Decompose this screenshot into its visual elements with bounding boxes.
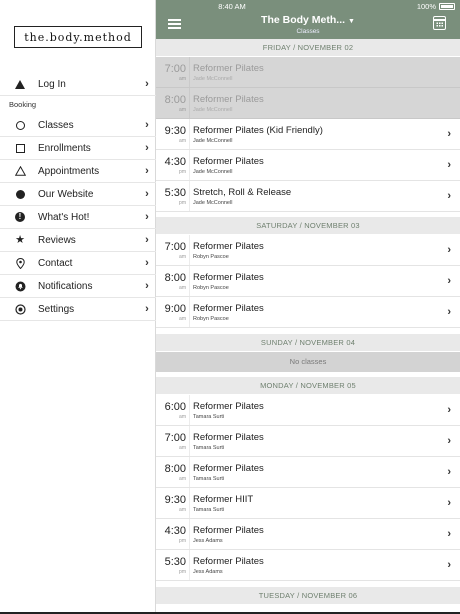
sidebar-item-label: Enrollments: [38, 142, 91, 154]
sidebar-item-label: Our Website: [38, 188, 94, 200]
class-row[interactable]: [156, 119, 460, 150]
header-title: The Body Meth...: [261, 14, 346, 26]
day-header-sunday: SUNDAY / NOVEMBER 04: [156, 334, 460, 351]
class-instructor: Tamara Surti: [193, 414, 225, 420]
chevron-right-icon: ›: [447, 190, 451, 202]
class-time: 8:00: [164, 94, 186, 106]
battery-percent: 100%: [416, 2, 436, 11]
chevron-right-icon: ›: [145, 142, 149, 154]
class-instructor: Jade McConnell: [193, 169, 233, 175]
alert-icon: !: [0, 212, 38, 222]
chevron-right-icon: ›: [145, 211, 149, 223]
class-instructor: Tamara Surti: [193, 507, 225, 513]
chevron-right-icon: ›: [447, 306, 451, 318]
bell-icon: [0, 281, 38, 292]
sidebar-item-label: What's Hot!: [38, 211, 90, 223]
class-row[interactable]: [156, 181, 460, 212]
caret-down-icon: ▼: [348, 18, 355, 25]
sidebar-item-label: Contact: [38, 257, 73, 269]
class-time: 5:30: [164, 187, 186, 199]
class-instructor: Jade McConnell: [193, 76, 233, 82]
class-row[interactable]: [156, 297, 460, 328]
class-ampm: am: [179, 414, 186, 420]
class-row[interactable]: [156, 150, 460, 181]
sidebar-item-contact[interactable]: [0, 252, 156, 275]
class-name: Reformer Pilates: [193, 94, 264, 105]
chevron-right-icon: ›: [447, 435, 451, 447]
class-name: Reformer HIIT: [193, 494, 254, 505]
class-row[interactable]: [156, 266, 460, 297]
class-name: Reformer Pilates (Kid Friendly): [193, 125, 323, 136]
chevron-right-icon: ›: [447, 528, 451, 540]
location-pin-icon: [0, 258, 38, 269]
class-name: Reformer Pilates: [193, 241, 264, 252]
class-time: 8:00: [164, 272, 186, 284]
battery-icon: [439, 3, 455, 10]
class-instructor: Tamara Surti: [193, 445, 225, 451]
no-classes-notice: No classes: [156, 352, 460, 372]
class-ampm: am: [179, 285, 186, 291]
sidebar: [0, 0, 156, 614]
class-time: 9:30: [164, 494, 186, 506]
hamburger-menu-icon[interactable]: [168, 19, 181, 29]
day-header-tuesday: TUESDAY / NOVEMBER 06: [156, 587, 460, 604]
chevron-right-icon: ›: [145, 119, 149, 131]
sidebar-item-label: Notifications: [38, 280, 93, 292]
class-instructor: Jade McConnell: [193, 107, 233, 113]
class-time: 4:30: [164, 525, 186, 537]
sidebar-item-label: Appointments: [38, 165, 100, 177]
brand-logo: [14, 26, 142, 48]
chevron-right-icon: ›: [145, 78, 149, 90]
class-ampm: am: [179, 107, 186, 113]
class-ampm: am: [179, 476, 186, 482]
class-instructor: Robyn Pascoe: [193, 285, 229, 291]
chevron-right-icon: ›: [145, 280, 149, 292]
class-name: Reformer Pilates: [193, 156, 264, 167]
sidebar-item-log-in[interactable]: [0, 73, 156, 96]
section-label-booking: Booking: [9, 100, 37, 109]
day-header-friday: FRIDAY / NOVEMBER 02: [156, 39, 460, 56]
chevron-right-icon: ›: [447, 404, 451, 416]
class-row[interactable]: [156, 550, 460, 581]
class-time: 9:30: [164, 125, 186, 137]
app-header: [156, 0, 460, 39]
globe-icon: [0, 190, 38, 199]
class-instructor: Jade McConnell: [193, 138, 233, 144]
class-ampm: am: [179, 254, 186, 260]
circle-icon: [0, 121, 38, 130]
class-ampm: am: [179, 138, 186, 144]
chevron-right-icon: ›: [145, 188, 149, 200]
class-row[interactable]: [156, 235, 460, 266]
sidebar-item-whats-hot[interactable]: [0, 206, 156, 229]
chevron-right-icon: ›: [447, 466, 451, 478]
sidebar-item-our-website[interactable]: [0, 183, 156, 206]
location-selector[interactable]: [216, 14, 400, 26]
class-name: Stretch, Roll & Release: [193, 187, 292, 198]
class-row[interactable]: [156, 395, 460, 426]
class-instructor: Tamara Surti: [193, 476, 225, 482]
sidebar-item-label: Log In: [38, 78, 66, 90]
classes-panel: [156, 0, 460, 614]
class-ampm: am: [179, 445, 186, 451]
class-time: 6:00: [164, 401, 186, 413]
class-row[interactable]: [156, 426, 460, 457]
class-name: Reformer Pilates: [193, 303, 264, 314]
class-time: 4:30: [164, 156, 186, 168]
class-row[interactable]: [156, 457, 460, 488]
class-time: 7:00: [164, 63, 186, 75]
sidebar-item-label: Settings: [38, 303, 75, 315]
class-row[interactable]: [156, 57, 460, 88]
class-time: 9:00: [164, 303, 186, 315]
class-name: Reformer Pilates: [193, 432, 264, 443]
class-time: 7:00: [164, 432, 186, 444]
chevron-right-icon: ›: [145, 165, 149, 177]
sidebar-item-label: Reviews: [38, 234, 76, 246]
class-time: 8:00: [164, 463, 186, 475]
class-name: Reformer Pilates: [193, 272, 264, 283]
chevron-right-icon: ›: [447, 244, 451, 256]
class-instructor: Jade McConnell: [193, 200, 233, 206]
status-time: 8:40 AM: [218, 2, 246, 11]
class-ampm: am: [179, 507, 186, 513]
class-ampm: am: [179, 76, 186, 82]
class-ampm: am: [179, 316, 186, 322]
chevron-right-icon: ›: [447, 559, 451, 571]
warning-icon: [0, 80, 38, 89]
sidebar-item-appointments[interactable]: [0, 160, 156, 183]
class-instructor: Jess Adams: [193, 538, 223, 544]
class-ampm: pm: [179, 200, 186, 206]
class-name: Reformer Pilates: [193, 63, 264, 74]
class-name: Reformer Pilates: [193, 556, 264, 567]
class-name: Reformer Pilates: [193, 401, 264, 412]
class-row[interactable]: [156, 488, 460, 519]
class-ampm: pm: [179, 538, 186, 544]
class-ampm: pm: [179, 169, 186, 175]
sidebar-item-classes[interactable]: [0, 114, 156, 137]
chevron-right-icon: ›: [145, 257, 149, 269]
class-instructor: Robyn Pascoe: [193, 316, 229, 322]
class-instructor: Jess Adams: [193, 569, 223, 575]
chevron-right-icon: ›: [145, 234, 149, 246]
class-instructor: Robyn Pascoe: [193, 254, 229, 260]
header-subtitle: Classes: [296, 28, 320, 35]
chevron-right-icon: ›: [447, 128, 451, 140]
class-time: 7:00: [164, 241, 186, 253]
chevron-right-icon: ›: [447, 275, 451, 287]
sidebar-item-notifications[interactable]: [0, 275, 156, 298]
class-row[interactable]: [156, 88, 460, 119]
day-header-saturday: SATURDAY / NOVEMBER 03: [156, 217, 460, 234]
class-row[interactable]: [156, 519, 460, 550]
chevron-right-icon: ›: [145, 303, 149, 315]
sidebar-item-reviews[interactable]: [0, 229, 156, 252]
sidebar-item-settings[interactable]: [0, 298, 156, 321]
class-ampm: pm: [179, 569, 186, 575]
class-name: Reformer Pilates: [193, 463, 264, 474]
sidebar-item-label: Classes: [38, 119, 74, 131]
day-header-monday: MONDAY / NOVEMBER 05: [156, 377, 460, 394]
star-icon: ★: [15, 234, 25, 246]
sidebar-item-enrollments[interactable]: [0, 137, 156, 160]
brand-logo-text: the.body.method: [24, 30, 132, 44]
class-time: 5:30: [164, 556, 186, 568]
gear-icon: [0, 304, 38, 315]
calendar-icon[interactable]: [433, 16, 446, 30]
chevron-right-icon: ›: [447, 159, 451, 171]
triangle-icon: [0, 166, 38, 176]
square-icon: [0, 144, 38, 153]
chevron-right-icon: ›: [447, 497, 451, 509]
class-name: Reformer Pilates: [193, 525, 264, 536]
